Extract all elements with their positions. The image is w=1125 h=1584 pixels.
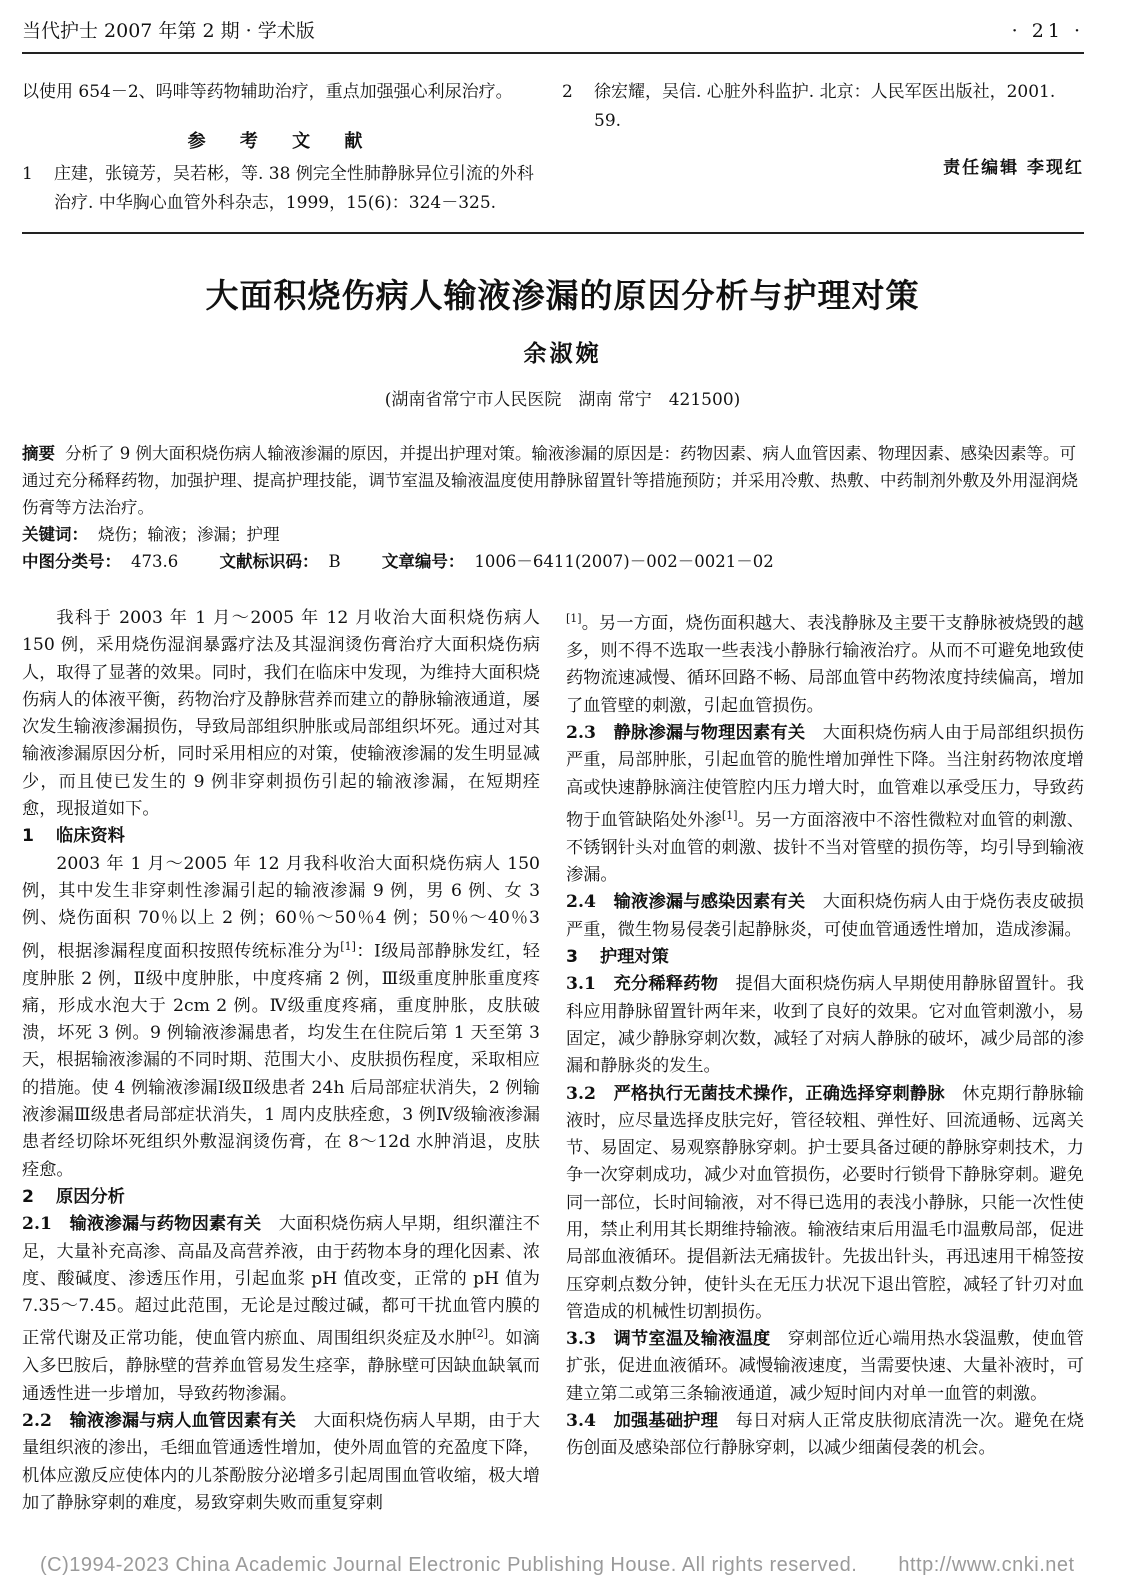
classification-row	[22, 548, 1084, 575]
author-affiliation: (湖南省常宁市人民医院 湖南 常宁 421500)	[384, 390, 741, 410]
copyright-watermark: (C)1994-2023 China Academic Journal Electronic Publishing House. All rights reserved. http://www.cnki.net	[40, 1554, 1075, 1576]
previous-left-column	[22, 78, 542, 218]
section-heading: 3 护理对策	[566, 947, 669, 968]
abstract-label: 摘要	[22, 444, 55, 463]
paragraph-continuation: [1]。另一方面，烧伤面积越大、表浅静脉及主要干支静脉被烧毁的越多，则不得不选取一些表浅小静脉行输液治疗。从而不可避免地致使药物流速减慢、循环回路不畅、局部血管中药物浓度持续偏高，增加了血管壁的刺激，引起血管损伤。	[566, 612, 1084, 716]
clc-value: 473.6	[131, 552, 179, 571]
citation: [2]	[472, 1327, 489, 1341]
keywords-text: 烧伤；输液；渗漏；护理	[98, 525, 280, 544]
subsection-heading: 3.2 严格执行无菌技术操作，正确选择穿刺静脉	[566, 1083, 945, 1104]
subsection-paragraph: 3.1 充分稀释药物 提倡大面积烧伤病人早期使用静脉留置针。我科应用静脉留置针两年来，收到了良好的效果。它对血管刺激小，易固定，减少静脉穿刺次数，减轻了对病人静脉的破坏，减少局部的渗漏和静脉炎的发生。	[566, 974, 1084, 1077]
article-author: 余淑婉	[523, 340, 602, 367]
doc-code-value: B	[328, 552, 341, 571]
subsection-paragraph: 2.4 输液渗漏与感染因素有关 大面积烧伤病人由于烧伤表皮破损严重，微生物易侵袭引起静脉炎，可使血管通透性增加，造成渗漏。	[566, 892, 1084, 940]
previous-right-column	[562, 78, 1084, 183]
body-right-column	[566, 605, 1084, 1463]
article-number-value: 1006－6411(2007)－002－0021－02	[474, 552, 774, 571]
abstract-block	[22, 440, 1084, 575]
abstract-text: 分析了 9 例大面积烧伤病人输液渗漏的原因，并提出护理对策。输液渗漏的原因是：药物因素、病人血管因素、物理因素、感染因素等。可通过充分稀释药物，加强护理、提高护理技能，调节室温及输液温度使用静脉留置针等措施预防；并采用冷敷、热敷、中药制剂外敷及外用湿润烧伤膏等方法治疗。	[22, 444, 1078, 517]
article-body	[22, 605, 1084, 1530]
references-heading: 参 考 文 献	[187, 131, 377, 152]
intro-paragraph: 我科于 2003 年 1 月～2005 年 12 月收治大面积烧伤病人 150 例，采用烧伤湿润暴露疗法及其湿润烫伤膏治疗大面积烧伤病人，取得了显著的效果。同时，我们在临床中发现，为维持大面积烧伤病人的体液平衡，药物治疗及静脉营养而建立的静脉输液通道，屡次发生输液渗漏损伤，导致局部组织肿胀或局部组织坏死。通过对其输液渗漏原因分析，同时采用相应的对策，使输液渗漏的发生明显减少，而且使已发生的 9 例非穿刺损伤引起的输液渗漏，在短期痊愈，现报道如下。	[22, 608, 540, 820]
previous-article-tail	[22, 78, 1084, 218]
keywords-label: 关键词：	[22, 525, 88, 544]
reference-item	[22, 160, 542, 218]
running-header	[22, 14, 1084, 48]
page-number: · 21 ·	[1011, 20, 1084, 42]
keywords-row	[22, 521, 1084, 548]
subsection-heading: 2.3 静脉渗漏与物理因素有关	[566, 722, 806, 743]
doc-code-label: 文献标识码：	[219, 552, 319, 571]
article-title: 大面积烧伤病人输液渗漏的原因分析与护理对策	[205, 276, 920, 315]
responsible-editor: 责任编辑 李现红	[943, 158, 1084, 178]
subsection-heading: 3.3 调节室温及输液温度	[566, 1329, 771, 1350]
subsection-heading: 3.4 加强基础护理	[566, 1411, 719, 1432]
subsection-heading: 2.1 输液渗漏与药物因素有关	[22, 1214, 262, 1235]
header-rule	[22, 52, 1084, 54]
subsection-heading: 3.1 充分稀释药物	[566, 974, 719, 995]
reference-item	[562, 78, 1084, 136]
section-heading: 1 临床资料	[22, 826, 125, 847]
subsection-paragraph: 2.1 输液渗漏与药物因素有关 大面积烧伤病人早期，组织灌注不足，大量补充高渗、高晶及高营养液，由于药物本身的理化因素、浓度、酸碱度、渗透压作用，引起血浆 pH 值改变，正常的 pH 值为 7.35～7.45。超过此范围，无论是过酸过碱，都可干扰血管内膜的正常代谢及正常功能，使血管内瘀血、周围组织炎症及水肿[2]。如滴入多巴胺后，静脉壁的营养血管易发生痉挛，静脉壁可因缺血缺氧而通透性进一步增加，导致药物渗漏。	[22, 1214, 540, 1404]
reference-number: 1	[22, 164, 33, 184]
subsection-paragraph: 3.4 加强基础护理 每日对病人正常皮肤彻底清洗一次。避免在烧伤创面及感染部位行静脉穿刺，以减少细菌侵袭的机会。	[566, 1411, 1084, 1459]
subsection-paragraph: 3.3 调节室温及输液温度 穿刺部位近心端用热水袋温敷，使血管扩张，促进血液循环。减慢输液速度，当需要快速、大量补液时，可建立第二或第三条输液通道，减少短时间内对单一血管的刺激。	[566, 1329, 1084, 1404]
section-paragraph: 2003 年 1 月～2005 年 12 月我科收治大面积烧伤病人 150 例，其中发生非穿刺性渗漏引起的输液渗漏 9 例，男 6 例、女 3 例、烧伤面积 70％以上 2 例；60％～50％4 例；50％～40％3 例，根据渗漏程度面积按照传统标准分为[1]：Ⅰ级局部静脉发红，轻度肿胀 2 例，Ⅱ级中度肿胀，中度疼痛 2 例，Ⅲ级重度肿胀重度疼痛，形成水泡大于 2cm 2 例。Ⅳ级重度疼痛，重度肿胀，皮肤破溃，坏死 3 例。9 例输液渗漏患者，均发生在住院后第 1 天至第 3 天，根据输液渗漏的不同时期、范围大小、皮肤损伤程度，采取相应的措施。使 4 例输液渗漏Ⅰ级Ⅱ级患者 24h 后局部症状消失，2 例输液渗漏Ⅲ级患者局部症状消失，1 周内皮肤痊愈，3 例Ⅳ级输液渗漏患者经切除坏死组织外敷湿润烫伤膏，在 8～12d 水肿消退，皮肤痊愈。	[22, 853, 540, 1180]
subsection-paragraph: 3.2 严格执行无菌技术操作，正确选择穿刺静脉 休克期行静脉输液时，应尽量选择皮肤完好，管径较粗、弹性好、回流通畅、远离关节、易固定、易观察静脉穿刺。护士要具备过硬的静脉穿刺技术，力争一次穿刺成功，减少对血管损伤，必要时行锁骨下静脉穿刺。避免同一部位，长时间输液，对不得已选用的表浅小静脉，只能一次性使用，禁止利用其长期维持输液。输液结束后用温毛巾温敷局部，促进局部血液循环。提倡新法无痛拔针。先拔出针头，再迅速用干棉签按压穿刺点数分钟，使针头在无压力状况下退出管腔，减轻了针刃对血管造成的机械性切割损伤。	[566, 1083, 1084, 1322]
section-rule	[22, 232, 1084, 234]
citation: [1]	[340, 939, 356, 953]
subsection-heading: 2.4 输液渗漏与感染因素有关	[566, 892, 806, 913]
article-number-label: 文章编号：	[381, 552, 465, 571]
reference-number: 2	[562, 82, 573, 102]
body-left-column	[22, 605, 540, 1517]
clc-label: 中图分类号：	[22, 552, 121, 571]
journal-issue: 当代护士 2007 年第 2 期 · 学术版	[22, 20, 315, 42]
subsection-heading: 2.2 输液渗漏与病人血管因素有关	[22, 1411, 297, 1432]
citation: [1]	[566, 612, 582, 625]
subsection-paragraph: 2.2 输液渗漏与病人血管因素有关 大面积烧伤病人早期，由于大量组织液的渗出，毛细血管通透性增加，使外周血管的充盈度下降，机体应激反应使体内的儿茶酚胺分泌增多引起周围血管收缩，极大增加了静脉穿刺的难度，易致穿刺失败而重复穿刺	[22, 1411, 540, 1513]
reference-text: 庄建，张镜芳，吴若彬，等. 38 例完全性肺静脉异位引流的外科治疗. 中华胸心血管外科杂志，1999，15(6)：324－325.	[54, 164, 534, 213]
section-heading: 2 原因分析	[22, 1186, 125, 1207]
reference-text: 徐宏耀，吴信. 心脏外科监护. 北京：人民军医出版社，2001. 59.	[594, 82, 1056, 131]
citation: [1]	[721, 808, 738, 822]
subsection-paragraph: 2.3 静脉渗漏与物理因素有关 大面积烧伤病人由于局部组织损伤严重，局部肿胀，引起血管的脆性增加弹性下降。当注射药物浓度增高或快速静脉滴注使管腔内压力增大时，血管难以承受压力，导致药物于血管缺陷处外渗[1]。另一方面溶液中不溶性微粒对血管的刺激、不锈钢针头对血管的刺激、拔针不当对管壁的损伤等，均引导到输液渗漏。	[566, 722, 1084, 886]
previous-text: 以使用 654－2、吗啡等药物辅助治疗，重点加强强心利尿治疗。	[22, 82, 513, 102]
abstract	[22, 440, 1084, 521]
